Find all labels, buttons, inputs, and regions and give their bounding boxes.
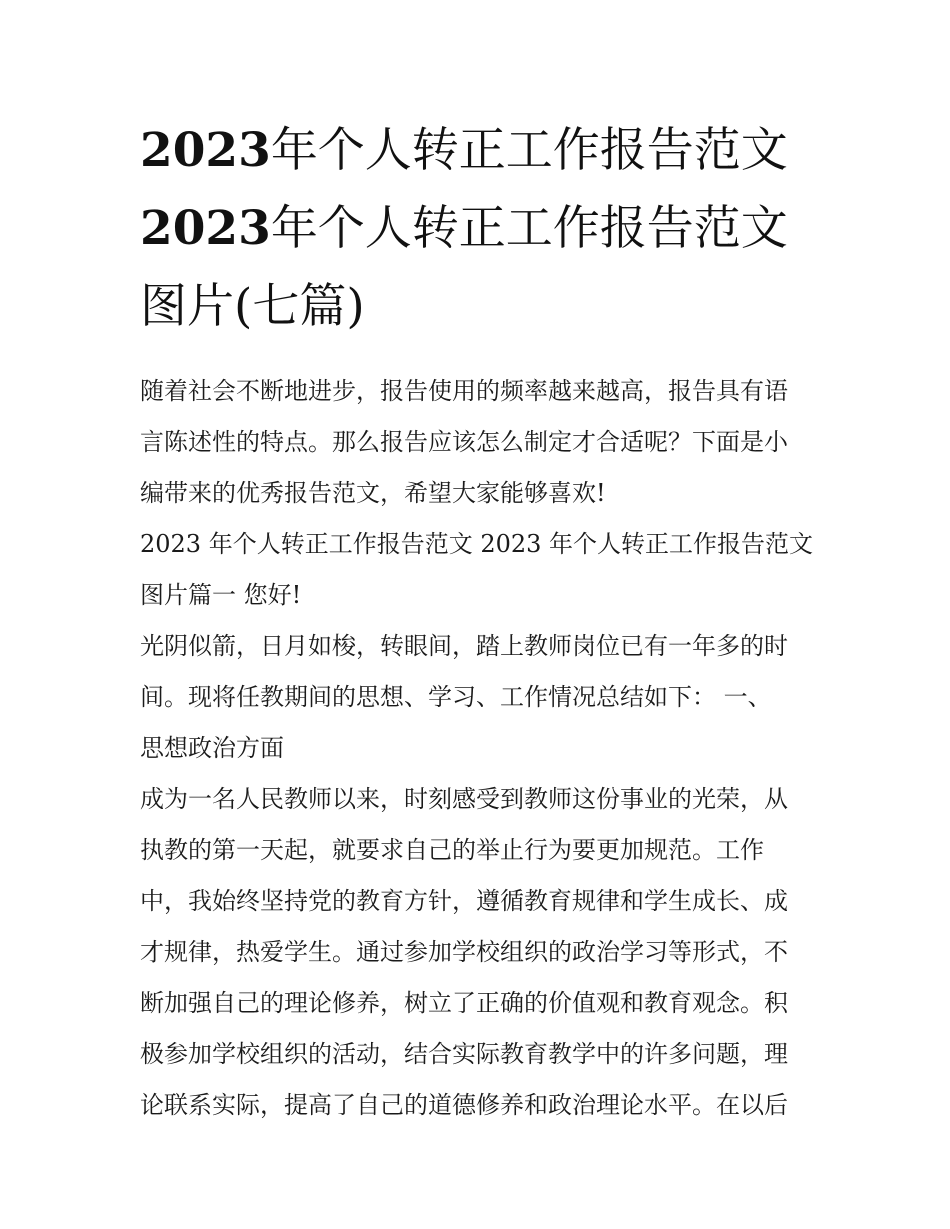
body-line: 断加强自己的理论修养，树立了正确的价值观和教育观念。积 [140,989,788,1017]
body-line: 间。现将任教期间的思想、学习、工作情况总结如下： 一、 [140,683,772,711]
body-line: 随着社会不断地进步，报告使用的频率越来越高，报告具有语 [140,377,788,405]
body-line: 论联系实际，提高了自己的道德修养和政治理论水平。在以后 [140,1091,788,1119]
document-content [140,112,812,1131]
title-line [140,112,812,190]
body-line: 思想政治方面 [140,734,284,762]
body-line: 执教的第一天起，就要求自己的举止行为要更加规范。工作 [140,836,764,864]
body-line: 言陈述性的特点。那么报告应该怎么制定才合适呢？下面是小 [140,428,788,456]
title-text: 图片(七篇) [140,279,365,334]
title-year: 2023 [140,123,271,178]
title-line [140,190,812,268]
title-line [140,268,812,346]
body-line: 才规律，热爱学生。通过参加学校组织的政治学习等形式，不 [140,938,788,966]
title-text: 年个人转正工作报告范文 [270,123,788,178]
body-line: 光阴似箭，日月如梭，转眼间，踏上教师岗位已有一年多的时 [140,632,788,660]
body-line: 2023 年个人转正工作报告范文 2023 年个人转正工作报告范文 [140,530,814,558]
document-body [140,366,812,1131]
title-text: 年个人转正工作报告范文 [270,201,788,256]
document-title [140,112,812,346]
body-line: 成为一名人民教师以来，时刻感受到教师这份事业的光荣，从 [140,785,788,813]
body-line: 编带来的优秀报告范文，希望大家能够喜欢! [140,479,606,507]
body-line: 中，我始终坚持党的教育方针，遵循教育规律和学生成长、成 [140,887,788,915]
title-year: 2023 [140,201,271,256]
body-line: 极参加学校组织的活动，结合实际教育教学中的许多问题，理 [140,1040,788,1068]
body-line: 图片篇一 您好! [140,581,302,609]
